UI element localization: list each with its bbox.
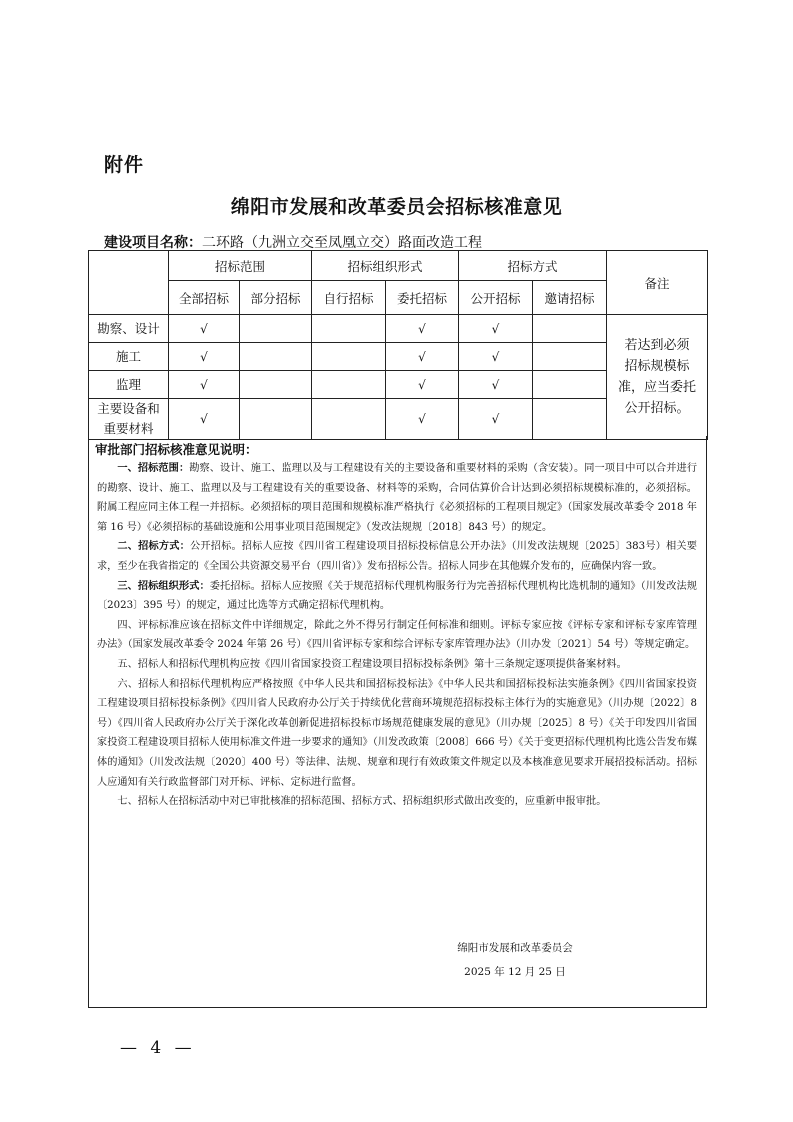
paragraph-text: 勘察、设计、施工、监理以及与工程建设有关的主要设备和重要材料的采购（含安装）。同一项目中可以合并进行的勘察、设计、施工、监理以及与工程建设有关的重要设备、材料等的采购，合同估算价合计达到必须招标规模标准的，必须招标。附属工程应同主体工程一并招标。必须招标的项目范围和规模标准严格执行《必须招标的工程项目规定》（国家发展改革委令 2018 年第 16 号）《必须招标的基础设施和公用事业项目范围规定》（发改法规规〔2018〕843 号）的规定。	[97, 463, 698, 533]
note-line: 公开招标。	[624, 401, 690, 416]
cell-mark	[240, 399, 312, 440]
cell-mark	[312, 371, 386, 399]
paragraph-text: 公开招标。招标人应按《四川省工程建设项目招标投标信息公开办法》（川发改法规规〔2025〕383号）相关要求，至少在我省指定的《全国公共资源交易平台（四川省）》发布招标公告。招标人同步在其他媒介发布的，应确保内容一致。	[97, 541, 697, 572]
explanation-body	[97, 459, 697, 812]
note-line: 准，应当委托	[617, 380, 696, 395]
cell-mark: √	[386, 343, 459, 371]
cell-mark	[312, 343, 386, 371]
cell-mark	[312, 399, 386, 440]
cell-mark: √	[169, 399, 240, 440]
row-label	[89, 399, 169, 440]
paragraph-label: 二、招标方式：	[117, 541, 190, 553]
corner-cell	[89, 251, 169, 315]
cell-mark	[240, 371, 312, 399]
subheader-partial: 部分招标	[240, 281, 312, 315]
cell-mark: √	[169, 315, 240, 343]
paragraph-text: 委托招标。招标人应按照《关于规范招标代理机构服务行为完善招标代理机构比选机制的通知》（川发改法规〔2023〕395 号）的规定，通过比选等方式确定招标代理机构。	[97, 580, 697, 612]
row-label: 监理	[89, 371, 169, 399]
cell-mark: √	[459, 371, 533, 399]
project-name-label: 建设项目名称：	[104, 235, 202, 251]
cell-mark	[312, 315, 386, 343]
row-label: 施工	[89, 343, 169, 371]
attachment-label: 附件	[104, 154, 145, 176]
explanation-paragraph: 五、招标人和招标代理机构应按《四川省国家投资工程建设项目招标投标条例》第十三条规定逐项提供备案材料。	[117, 658, 627, 670]
subheader-invited: 邀请招标	[533, 281, 607, 315]
page-number: — 4 —	[120, 1038, 196, 1058]
cell-mark: √	[169, 343, 240, 371]
cell-mark	[240, 343, 312, 371]
explanation-heading: 审批部门招标核准意见说明：	[95, 442, 258, 457]
approval-table	[88, 250, 708, 440]
subheader-entrusted: 委托招标	[386, 281, 459, 315]
explanation-paragraph	[97, 577, 697, 616]
subheader-open: 公开招标	[459, 281, 533, 315]
group-method: 招标方式	[459, 251, 607, 281]
note-line: 招标规模标	[624, 359, 690, 374]
cell-mark: √	[459, 399, 533, 440]
cell-mark	[533, 371, 607, 399]
subheader-self: 自行招标	[312, 281, 386, 315]
project-name-line	[104, 232, 482, 252]
group-scope: 招标范围	[169, 251, 312, 281]
cell-mark: √	[169, 371, 240, 399]
cell-mark	[240, 315, 312, 343]
table-row	[89, 315, 708, 343]
remarks-header: 备注	[607, 251, 708, 315]
paragraph-label: 一、招标范围：	[117, 463, 190, 474]
paragraph-label: 三、招标组织形式：	[117, 580, 210, 592]
cell-mark: √	[459, 343, 533, 371]
cell-mark	[533, 343, 607, 371]
explanation-paragraph	[97, 537, 697, 576]
explanation-paragraph: 六、招标人和招标代理机构应严格按照《中华人民共和国招标投标法》《中华人民共和国招标投标法实施条例》《四川省国家投资工程建设项目招标投标条例》《四川省人民政府办公厅关于持续优化营商环境规范招标投标主体行为的实施意见》（川办规〔2022〕8 号）《四川省人民政府办公厅关于深化改革创新促进招标投标市场规范健康发展的意见》（川办规〔2025〕8 号）《关于印发四川省国家投资工程建设项目招标人使用标准文件进一步要求的通知》（川发改政策〔2008〕666 号）《关于变更招标代理机构比选公告发布媒体的通知》（川发改法规〔2020〕400 号）等法律、法规、规章和现行有效政策文件规定以及本核准意见要求开展招投标活动。招标人应通知有关行政监督部门对开标、评标、定标进行监督。	[97, 678, 697, 788]
explanation-paragraph: 七、招标人在招标活动中对已审批核准的招标范围、招标方式、招标组织形式做出改变的，应重新申报审批。	[117, 796, 607, 808]
row-label-line: 重要材料	[103, 421, 154, 436]
cell-mark: √	[386, 315, 459, 343]
note-line: 若达到必须	[624, 338, 690, 353]
subheader-full: 全部招标	[169, 281, 240, 315]
document-title: 绵阳市发展和改革委员会招标核准意见	[230, 196, 563, 218]
signature-org: 绵阳市发展和改革委员会	[457, 942, 573, 954]
explanation-paragraph	[97, 459, 697, 537]
group-organization: 招标组织形式	[312, 251, 459, 281]
signature-block	[415, 936, 615, 984]
cell-mark: √	[459, 315, 533, 343]
cell-mark	[533, 399, 607, 440]
signature-date: 2025 年 12 月 25 日	[464, 966, 566, 978]
project-name-value: 二环路（九洲立交至凤凰立交）路面改造工程	[202, 235, 482, 251]
cell-mark	[533, 315, 607, 343]
cell-mark: √	[386, 371, 459, 399]
row-label: 勘察、设计	[89, 315, 169, 343]
row-label-line: 主要设备和	[97, 401, 160, 416]
remarks-cell	[607, 315, 708, 440]
explanation-box	[88, 436, 707, 1008]
explanation-paragraph: 四、评标标准应该在招标文件中详细规定，除此之外不得另行制定任何标准和细则。评标专家应按《评标专家和评标专家库管理办法》（国家发展改革委令 2024 年第 26 号）《四川省评标专家和综合评标专家库管理办法》（川办发〔2021〕54 号）等规定确定。	[97, 619, 697, 651]
cell-mark: √	[386, 399, 459, 440]
